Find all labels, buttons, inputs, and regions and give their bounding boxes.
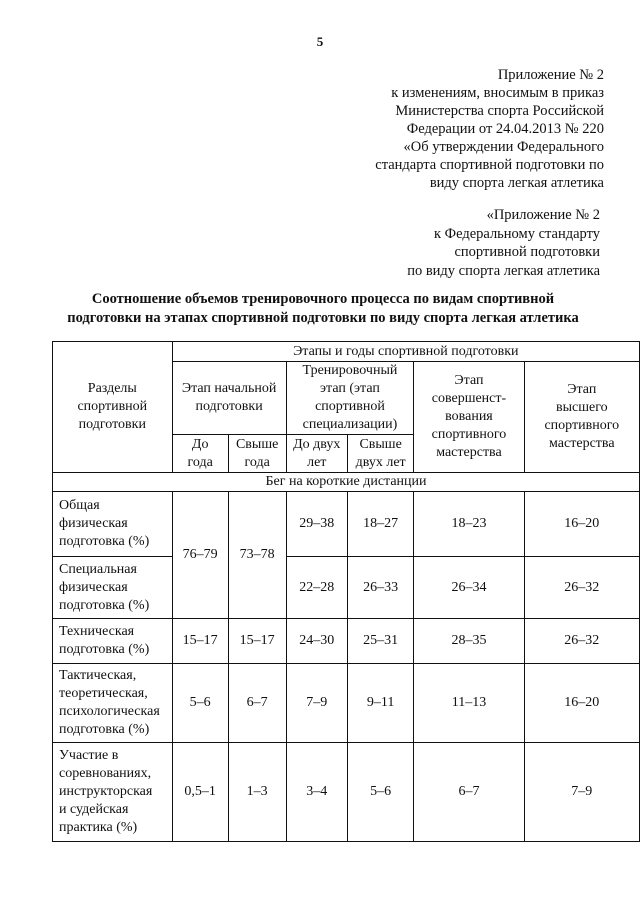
appendix-line: к Федеральному стандарту [433, 225, 600, 242]
header-line: года [187, 454, 213, 470]
row-label-line: подготовка (%) [59, 597, 150, 613]
table-cell: 28–35 [414, 619, 524, 664]
row-label-line: теоретическая, [59, 686, 148, 701]
table-cell: 76–79 [172, 492, 228, 619]
header-line: мастерства [436, 445, 502, 460]
table-cell: 26–32 [524, 557, 639, 619]
header-training-stage [286, 362, 414, 435]
header-highest-stage [524, 362, 639, 473]
header-line: спортивной [315, 399, 385, 414]
table-cell: 15–17 [228, 619, 286, 664]
appendix-to-changes [375, 66, 604, 192]
table-cell: 25–31 [347, 619, 413, 664]
appendix-line: спортивной подготовки [454, 244, 600, 260]
header-line: Этап [454, 373, 484, 388]
table-cell: 9–11 [347, 664, 413, 743]
row-label-competitions [53, 743, 173, 842]
row-label-general [53, 492, 173, 557]
header-line: подготовки [195, 399, 263, 414]
header-line: этап (этап [320, 381, 380, 396]
row-label-line: физическая [59, 516, 128, 531]
section-short-distance: Бег на короткие дистанции [53, 473, 640, 492]
row-label-line: психологическая [59, 704, 160, 719]
row-label-special [53, 557, 173, 619]
appendix-line: «Приложение № 2 [486, 207, 600, 223]
header-line: спортивной [77, 399, 148, 414]
header-line: лет [307, 454, 327, 470]
row-label-line: физическая [59, 579, 128, 595]
appendix-line: «Об утверждении Федерального [403, 139, 604, 155]
header-stages-years: Этапы и годы спортивной подготовки [172, 342, 639, 362]
appendix-line: стандарта спортивной подготовки по [375, 157, 604, 173]
table-cell: 11–13 [414, 664, 524, 743]
table-cell: 5–6 [347, 743, 413, 842]
header-line: двух лет [355, 454, 406, 470]
row-label-line: Специальная [59, 561, 137, 577]
row-label-line: и судейская [59, 802, 129, 817]
row-label-technical [53, 619, 173, 664]
training-volume-table [52, 341, 640, 842]
appendix-to-standard [407, 206, 600, 280]
table-cell: 16–20 [524, 492, 639, 557]
row-label-line: подготовка (%) [59, 534, 150, 549]
header-over-year [228, 435, 286, 473]
table-cell: 16–20 [524, 664, 639, 743]
table-cell: 24–30 [286, 619, 347, 664]
header-line: Разделы [87, 381, 137, 396]
table-cell: 18–27 [347, 492, 413, 557]
table-cell: 26–34 [414, 557, 524, 619]
header-up-to-two-years [286, 435, 347, 473]
table-cell: 15–17 [172, 619, 228, 664]
table-cell: 1–3 [228, 743, 286, 842]
row-label-line: Участие в [59, 748, 119, 763]
header-improvement-stage [414, 362, 524, 473]
document-title [40, 290, 606, 328]
header-line: года [244, 454, 270, 470]
table-cell: 26–32 [524, 619, 639, 664]
header-line: До двух [293, 436, 341, 452]
title-line: подготовки на этапах спортивной подготовки по виду спорта легкая атлетика [67, 310, 579, 326]
row-label-line: соревнованиях, [59, 766, 152, 781]
table-cell: 29–38 [286, 492, 347, 557]
row-label-line: подготовка (%) [59, 722, 150, 737]
appendix-line: к изменениям, вносимым в приказ [391, 85, 604, 101]
table-cell: 5–6 [172, 664, 228, 743]
table-cell: 26–33 [347, 557, 413, 619]
row-label-line: Техническая [59, 624, 135, 639]
header-line: Этап начальной [181, 381, 277, 396]
row-label-line: инструкторская [59, 784, 153, 799]
table-cell: 3–4 [286, 743, 347, 842]
table-cell: 6–7 [228, 664, 286, 743]
appendix-line: виду спорта легкая атлетика [429, 175, 604, 191]
row-label-tactical [53, 664, 173, 743]
header-line: высшего [555, 400, 608, 415]
header-line: вования [445, 409, 493, 424]
row-label-line: Общая [59, 498, 100, 513]
header-sections [53, 342, 173, 473]
row-label-line: Тактическая, [59, 668, 137, 683]
header-initial-stage [172, 362, 286, 435]
appendix-line: Федерации от 24.04.2013 № 220 [406, 121, 604, 137]
header-line: Этап [567, 382, 597, 397]
header-line: специализации) [302, 417, 398, 432]
appendix-line: Приложение № 2 [497, 67, 604, 83]
table-cell: 7–9 [524, 743, 639, 842]
appendix-line: Министерства спорта Российской [395, 103, 604, 119]
row-label-line: подготовка (%) [59, 642, 150, 657]
header-line: До [191, 436, 209, 452]
page-number: 5 [316, 34, 324, 49]
title-line: Соотношение объемов тренировочного процесса по видам спортивной [91, 291, 555, 307]
table-cell: 7–9 [286, 664, 347, 743]
header-line: подготовки [78, 417, 146, 432]
table-cell: 6–7 [414, 743, 524, 842]
table-cell: 73–78 [228, 492, 286, 619]
row-label-line: практика (%) [59, 820, 138, 835]
header-line: Свыше [359, 436, 402, 452]
table-cell: 0,5–1 [172, 743, 228, 842]
header-line: совершенст- [431, 391, 507, 406]
header-line: Тренировочный [302, 363, 398, 378]
header-line: спортивного [544, 418, 620, 433]
header-line: мастерства [549, 436, 615, 451]
table-cell: 22–28 [286, 557, 347, 619]
header-line: спортивного [431, 427, 507, 442]
header-up-to-year [172, 435, 228, 473]
header-line: Свыше [235, 436, 279, 452]
table-cell: 18–23 [414, 492, 524, 557]
header-over-two-years [347, 435, 413, 473]
appendix-line: по виду спорта легкая атлетика [407, 262, 600, 279]
